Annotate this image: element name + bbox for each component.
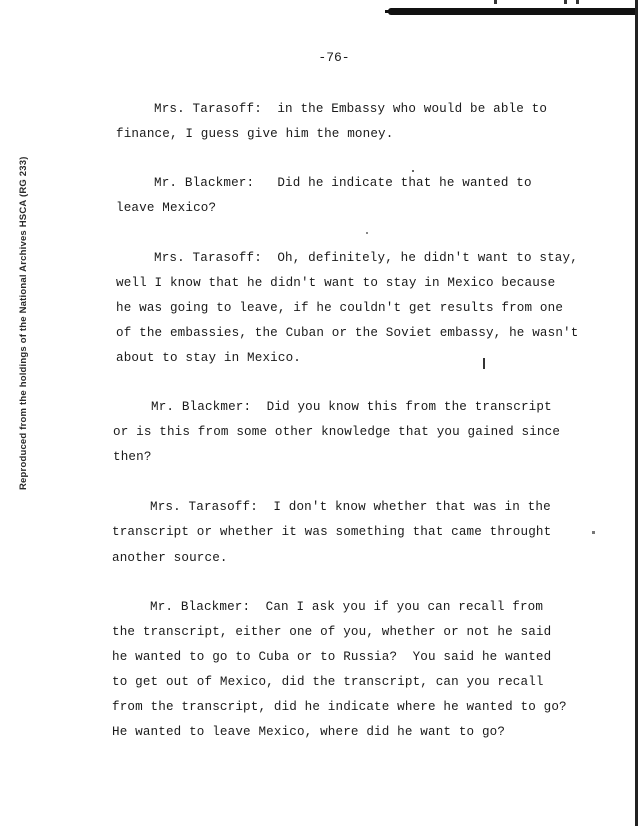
scan-artifact-tick — [483, 358, 485, 369]
scan-artifact-marks — [494, 0, 584, 6]
paragraph-3-line-2: well I know that he didn't want to stay in Mexico because — [116, 276, 556, 290]
archive-stamp: Reproduced from the holdings of the National Archives HSCA (RG 233) — [18, 156, 29, 490]
paragraph-3-line-4: of the embassies, the Cuban or the Soviet embassy, he wasn't — [116, 326, 579, 340]
paragraph-1-line-1: Mrs. Tarasoff: in the Embassy who would be able to — [154, 102, 548, 116]
paragraph-3-line-3: he was going to leave, if he couldn't get results from one — [116, 301, 564, 315]
paragraph-6-line-4: to get out of Mexico, did the transcript, can you recall — [112, 675, 544, 689]
page-number: -76- — [318, 50, 350, 65]
paragraph-3-line-1: Mrs. Tarasoff: Oh, definitely, he didn't want to stay, — [154, 251, 578, 265]
paragraph-5-line-3: another source. — [112, 551, 228, 565]
paragraph-6-line-5: from the transcript, did he indicate where he wanted to go? — [112, 700, 567, 714]
paragraph-6-line-2: the transcript, either one of you, whether or not he said — [112, 625, 552, 639]
paragraph-5-line-2: transcript or whether it was something that came throught — [112, 525, 552, 539]
paragraph-2-line-2: leave Mexico? — [116, 201, 217, 215]
scan-artifact-speck-2 — [366, 232, 368, 234]
paragraph-5-line-1: Mrs. Tarasoff: I don't know whether that was in the — [150, 500, 551, 514]
paragraph-3-line-5: about to stay in Mexico. — [116, 351, 301, 365]
paragraph-4-line-2: or is this from some other knowledge that you gained since — [113, 425, 561, 439]
paragraph-4-line-1: Mr. Blackmer: Did you know this from the transcript — [151, 400, 552, 414]
paragraph-4-line-3: then? — [113, 450, 152, 464]
paragraph-6-line-6: He wanted to leave Mexico, where did he want to go? — [112, 725, 506, 739]
paragraph-6-line-1: Mr. Blackmer: Can I ask you if you can recall from — [150, 600, 544, 614]
scan-artifact-dot — [592, 531, 595, 534]
scan-artifact-bar — [388, 8, 638, 15]
scan-artifact-speck — [412, 170, 414, 172]
paragraph-6-line-3: he wanted to go to Cuba or to Russia? You said he wanted — [112, 650, 552, 664]
paragraph-2-line-1: Mr. Blackmer: Did he indicate that he wanted to — [154, 176, 532, 190]
paragraph-1-line-2: finance, I guess give him the money. — [116, 127, 394, 141]
